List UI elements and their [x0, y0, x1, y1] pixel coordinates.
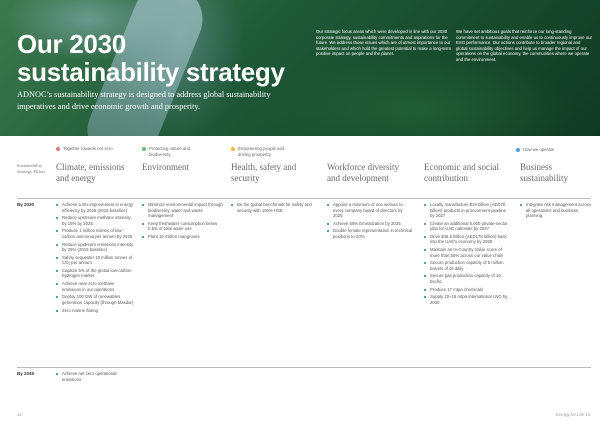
goal-item: Secure production capacity of 5 million barrels of oil daily [424, 260, 510, 271]
row-label-2030: By 2030 [17, 202, 35, 207]
goal-item: Drive $48.5 billion (AED178 billion) back into the UAE’s economy by 2028 [424, 234, 510, 245]
goal-item: Safely sequester 10 million tonnes of CO₂ per annum [56, 255, 134, 266]
legend-label: Protecting nature and biodiversity [149, 146, 191, 157]
page-title [17, 30, 285, 86]
goals-list-2045 [56, 371, 134, 384]
goal-item: Minimize environmental impact through biodiversity, water and waste management [142, 202, 224, 219]
goal-item: Achieve net zero operational emissions [56, 371, 134, 382]
goal-item: Keep freshwater consumption below 0.5% of total water use [142, 221, 224, 232]
goal-item: Capture 5% of the global low-carbon hydrogen market [56, 268, 134, 279]
goal-item: Reduce upstream methane intensity by 15% by 2025 [56, 215, 134, 226]
goal-item: Double female representation in technical positions to 20% [327, 228, 413, 239]
goal-item: Achieve 60% Emiratization by 2025 [327, 221, 413, 227]
goal-item: Be the global benchmark for safety and security with 100% HSE [231, 202, 317, 213]
goals-list-climate [56, 202, 134, 315]
intro-paragraph-2: We have set ambitious goals that reinforce our long-standing commitment to sustainability and enable us to continuously improve our ESG performance. Our actions contribute to broader regional and global sustainability objectives and help us manage the impact of our operations on the global economy, the communities where we operate and the environment. [456, 29, 592, 62]
pillar-heading: Environment [142, 162, 189, 172]
goal-item: Deploy 100 GW of renewables generation capacity (through Masdar) [56, 294, 134, 305]
legend-label: Empowering people and driving prosperity [238, 146, 285, 157]
pillar-heading: Health, safety and security [231, 162, 297, 183]
hero-banner [0, 0, 600, 136]
goal-item: Zero routine flaring [56, 308, 134, 314]
intro-paragraph-1: Our strategic focus areas which were developed in line with our 2030 corporate strategy, sustainability commitments and aspirations for the future. We address those issues which are of utmost importance to our stakeholders and which hold the greatest potential to make a long-term positive impact on people and the planet. [316, 29, 451, 56]
legend-dot-icon [516, 148, 520, 152]
legend-label: How we operate [523, 147, 555, 152]
goals-list-business [520, 202, 592, 221]
goal-item: Locally manufacture $19 billion (AED70 billion) products in procurement pipeline by 2027 [424, 202, 510, 219]
page-title-line1: Our 2030 [17, 29, 126, 59]
goal-item: Secure gas production capacity of 16 bscf/d [424, 273, 510, 284]
goal-item: Plant 10 million mangroves [142, 234, 224, 240]
page-subtitle: ADNOC’s sustainability strategy is designed to address global sustainability imperatives and drive economic growth and prosperity. [17, 90, 271, 111]
goal-item: Produce 17 mtpa chemicals [424, 287, 510, 293]
pillars-row-label: Sustainability Strategy Pillars [17, 163, 46, 174]
row-label-2045: By 2045 [17, 371, 35, 376]
goals-list-workforce [327, 202, 413, 242]
pillar-heading: Economic and social contribution [424, 162, 499, 183]
legend-label: Together towards net zero [63, 146, 113, 151]
divider [17, 367, 591, 368]
goal-item: Appoint a minimum of one woman to every company board of directors by 2025 [327, 202, 413, 219]
goal-item: Produce 1 million tonnes of low-carbon ammonia per annum by 2025 [56, 228, 134, 239]
goal-item: Achieve near zero methane emissions in our operations [56, 281, 134, 292]
goal-item: Reduce upstream emissions intensity by 25% (2019 baseline) [56, 242, 134, 253]
goal-item: Maintain an In-Country Value score of more than 50% across our value chain [424, 247, 510, 258]
legend-dot-icon [231, 147, 235, 151]
page-title-line2: sustainability strategy [17, 57, 285, 87]
pillar-heading: Business sustainability [520, 162, 568, 183]
goals-list-environment [142, 202, 224, 242]
divider [17, 198, 591, 199]
goals-list-economic [424, 202, 510, 308]
pillar-heading: Workforce diversity and development [327, 162, 399, 183]
footer-right: Energy for Life 13 [556, 412, 590, 417]
legend-dot-icon [56, 147, 60, 151]
pillar-heading: Climate, emissions and energy [56, 162, 125, 183]
goals-list-hse [231, 202, 317, 215]
goal-item: Integrate risk management across all operations and business planning [520, 202, 592, 219]
page-number-left: 12 [17, 412, 22, 417]
legend-dot-icon [142, 147, 146, 151]
goal-item: Achieve a 5% improvement in energy efficiency by 2025 (2018 baseline) [56, 202, 134, 213]
goal-item: Supply 10–15 mtpa international LNG by 2030 [424, 294, 510, 305]
goal-item: Create an additional 5,000 private-sector jobs for UAE nationals by 2027 [424, 221, 510, 232]
